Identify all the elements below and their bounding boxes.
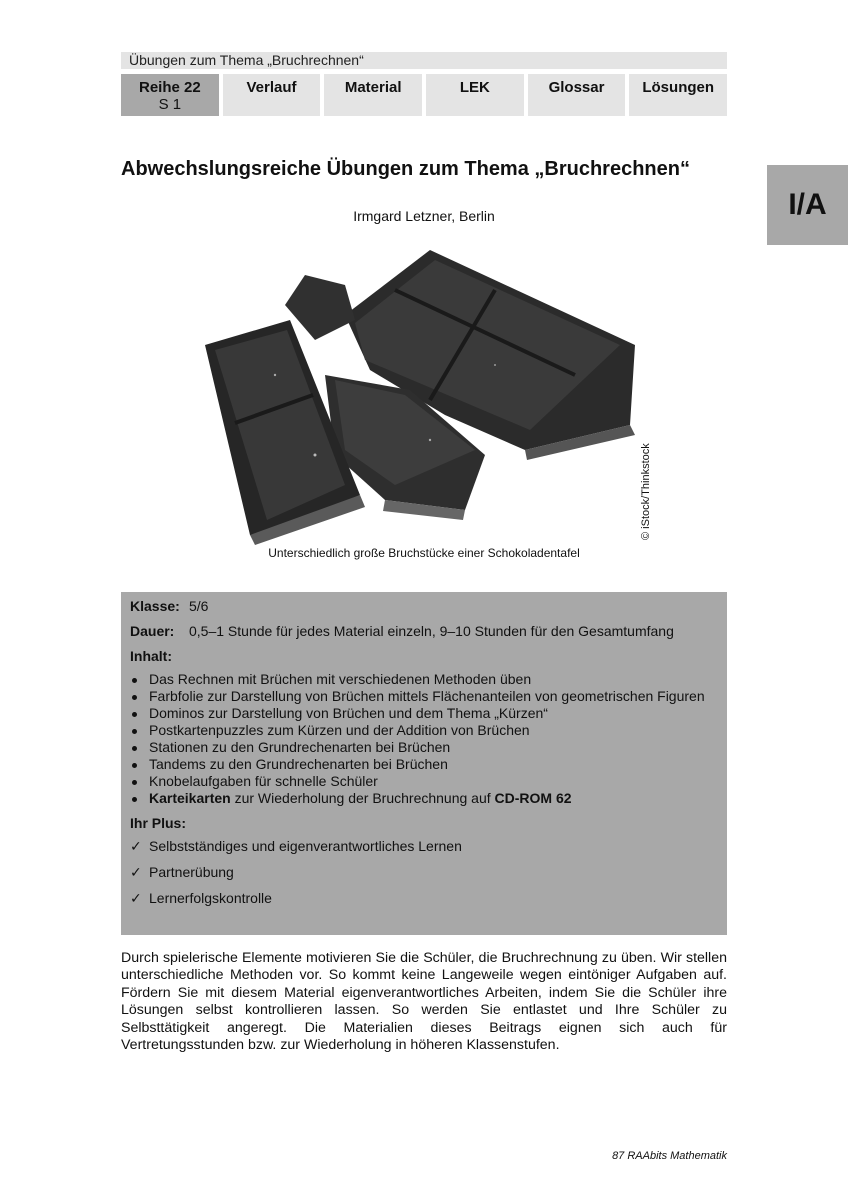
info-box	[121, 592, 727, 935]
plus-list	[130, 838, 719, 907]
klasse-label: Klasse:	[130, 598, 180, 614]
plus-label: Ihr Plus:	[130, 815, 187, 831]
author-line: Irmgard Letzner, Berlin	[353, 208, 495, 224]
inhalt-label: Inhalt:	[130, 648, 172, 664]
check-item: ✓ Selbstständiges und eigenverantwortliches Lernen	[130, 838, 719, 855]
dauer-row	[130, 623, 719, 640]
photo-credit: © iStock/Thinkstock	[640, 443, 652, 540]
intro-paragraph: Durch spielerische Elemente motivieren Sie die Schüler, die Bruchrechnung zu üben. Wir stellen unterschiedliche Methoden vor. So kommt keine Langeweile wegen eintöniger Aufgaben auf. Fördern Sie mit diesem Material eigenverantwortliches Arbeiten, indem Sie die Schüler ihre Lösungen selbst kontrollieren lassen. So werden Sie entlastet und Ihre Schüler zu Selbsttätigkeit angeregt. Die Materialien dieses Beitrags eignen sich auch für Vertretungsstunden bzw. zur Wiederholung in höheren Klassenstufen.	[121, 950, 727, 1054]
nav-reihe-page: S 1	[158, 96, 182, 113]
dauer-value: 0,5–1 Stunde für jedes Material einzeln, 9–10 Stunden für den Gesamtumfang	[189, 623, 674, 639]
chocolate-piece-upper	[285, 275, 355, 340]
nav-material[interactable]: Material	[324, 74, 422, 116]
list-item: Das Rechnen mit Brüchen mit verschiedenen Methoden üben	[130, 671, 719, 688]
dauer-label: Dauer:	[130, 623, 175, 639]
page-footer: 87 RAAbits Mathematik	[612, 1150, 727, 1162]
klasse-value: 5/6	[189, 598, 209, 614]
check-item: ✓ Partnerübung	[130, 864, 719, 881]
nav-reihe[interactable]	[121, 74, 219, 116]
nav-lek[interactable]: LEK	[426, 74, 524, 116]
list-item: Stationen zu den Grundrechenarten bei Brüchen	[130, 739, 719, 756]
chocolate-photo	[195, 245, 645, 545]
photo-caption: Unterschiedlich große Bruchstücke einer Schokoladentafel	[268, 546, 580, 560]
list-item: Knobelaufgaben für schnelle Schüler	[130, 773, 719, 790]
nav-glossar[interactable]: Glossar	[528, 74, 626, 116]
list-item: Farbfolie zur Darstellung von Brüchen mittels Flächenanteilen von geometrischen Figuren	[130, 688, 719, 705]
nav-verlauf[interactable]: Verlauf	[223, 74, 321, 116]
page-title: Abwechslungsreiche Übungen zum Thema „Bruchrechnen“	[121, 158, 690, 180]
karteikarten-bold: Karteikarten	[149, 790, 231, 806]
list-item: Postkartenpuzzles zum Kürzen und der Addition von Brüchen	[130, 722, 719, 739]
inhalt-list	[130, 671, 719, 807]
list-item	[130, 790, 719, 807]
nav-loesungen[interactable]: Lösungen	[629, 74, 727, 116]
topic-header: Übungen zum Thema „Bruchrechnen“	[121, 52, 727, 69]
karteikarten-text: zur Wiederholung der Bruchrechnung auf	[230, 790, 495, 806]
section-nav	[121, 74, 727, 116]
cdrom-bold: CD-ROM 62	[494, 790, 572, 806]
klasse-row	[130, 598, 719, 615]
nav-reihe-label: Reihe 22	[138, 79, 201, 96]
list-item: Dominos zur Darstellung von Brüchen und dem Thema „Kürzen“	[130, 705, 719, 722]
check-item: ✓ Lernerfolgskontrolle	[130, 890, 719, 907]
list-item: Tandems zu den Grundrechenarten bei Brüchen	[130, 756, 719, 773]
section-tab: I/A	[767, 165, 848, 245]
